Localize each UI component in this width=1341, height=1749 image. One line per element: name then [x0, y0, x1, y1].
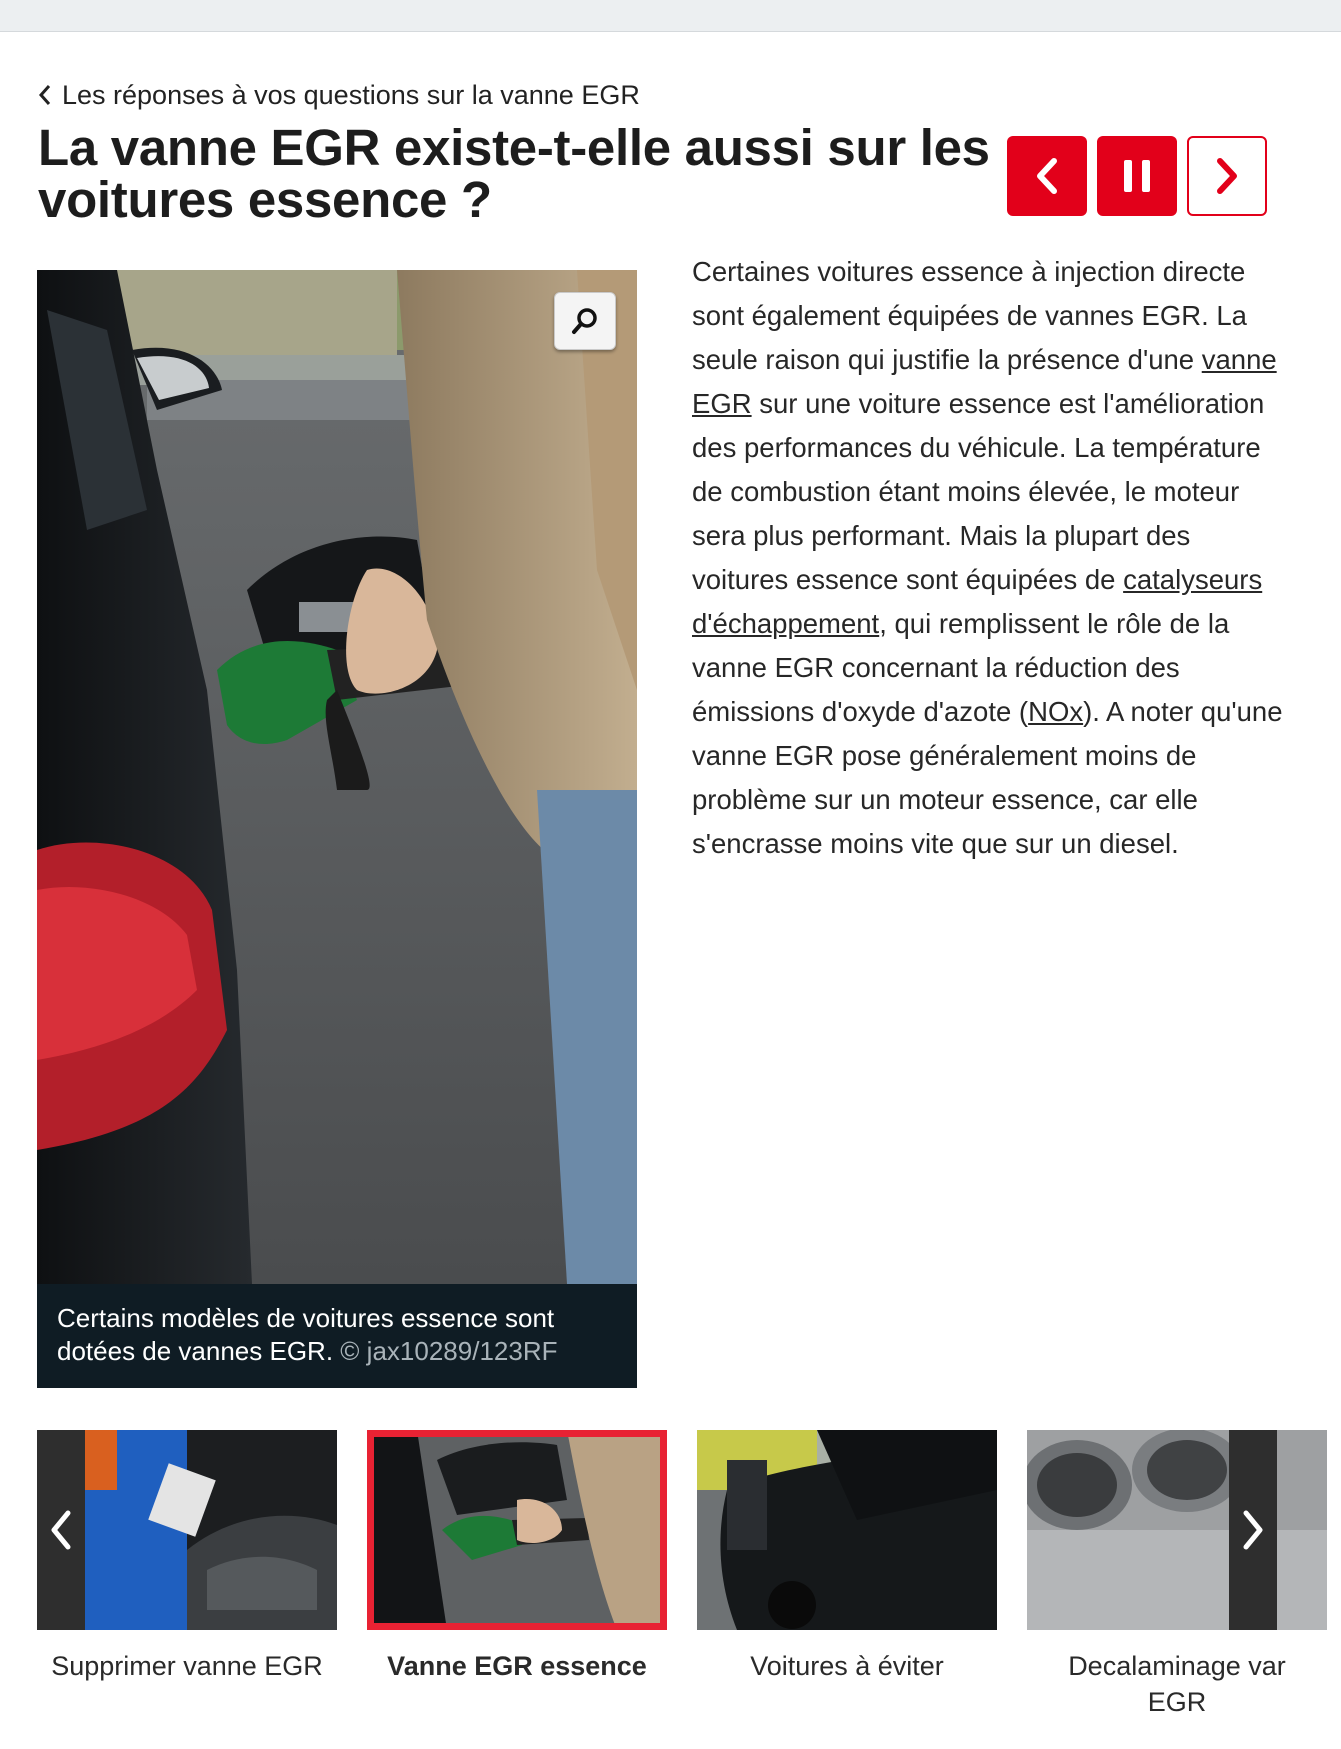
carousel-label-supprimer[interactable]: Supprimer vanne EGR	[51, 1651, 323, 1681]
carousel-label-eviter[interactable]: Voitures à éviter	[750, 1651, 944, 1681]
paragraph-text-2: sur une voiture essence est l'amélioration des performances du véhicule. La température de combustion étant moins élevée, le moteur sera plus performant. Mais la plupart des voitures essence sont équipées de	[692, 388, 1265, 595]
exhaust-thumbnail	[1027, 1430, 1327, 1630]
carousel-thumb-eviter[interactable]	[697, 1430, 997, 1630]
chevron-right-icon	[1241, 1508, 1265, 1552]
paragraph-text-3: , qui remplissent le rôle de la vanne EGR concernant la réduction des émissions d'oxyde d'azote (	[692, 608, 1230, 727]
fuel-pump-photo	[37, 270, 637, 1284]
link-vanne-egr[interactable]: vanne EGR	[692, 344, 1277, 419]
slideshow-prev-button[interactable]	[1007, 136, 1087, 216]
slideshow-pause-button[interactable]	[1097, 136, 1177, 216]
article-photo	[37, 270, 637, 1284]
paragraph-text-4: ). A noter qu'une vanne EGR pose généralement moins de problème sur un moteur essence, car elle s'encrasse moins vite que sur un diesel.	[692, 696, 1283, 859]
photo-caption	[37, 1284, 637, 1388]
fuel-pump-thumbnail	[367, 1430, 667, 1630]
broken-car-thumbnail	[697, 1430, 997, 1630]
carousel-next-button[interactable]	[1229, 1430, 1277, 1630]
browser-top-bar	[0, 0, 1341, 32]
zoom-button[interactable]	[554, 292, 616, 350]
magnifier-icon	[570, 306, 600, 336]
page-title: La vanne EGR existe-t-elle aussi sur les voitures essence ?	[38, 119, 990, 228]
link-catalyseurs[interactable]: catalyseurs d'échappement	[692, 564, 1263, 639]
chevron-right-icon	[1212, 156, 1242, 196]
chevron-left-icon	[49, 1508, 73, 1552]
slideshow-next-button[interactable]	[1187, 136, 1267, 216]
link-nox[interactable]: NOx	[1028, 696, 1084, 727]
paragraph-text-1: Certaines voitures essence à injection directe sont également équipées de vannes EGR. La seule raison qui justifie la présence d'une	[692, 256, 1247, 375]
photo-credit: © jax10289/123RF	[340, 1336, 558, 1366]
carousel-label-decalaminage[interactable]: Decalaminage var EGR	[1068, 1651, 1286, 1717]
related-carousel	[37, 1430, 1286, 1717]
chevron-left-icon	[1032, 156, 1062, 196]
breadcrumb-label: Les réponses à vos questions sur la vanne EGR	[62, 79, 640, 110]
pause-icon	[1120, 156, 1154, 196]
carousel-thumb-essence[interactable]	[367, 1430, 667, 1630]
carousel-thumb-decalaminage[interactable]	[1027, 1430, 1327, 1630]
caption-text: Certains modèles de voitures essence sont dotées de vannes EGR.	[57, 1303, 555, 1366]
breadcrumb-back-link[interactable]	[38, 78, 640, 112]
carousel-prev-button[interactable]	[37, 1430, 85, 1630]
article-paragraph	[692, 250, 1292, 866]
carousel-label-essence[interactable]: Vanne EGR essence	[387, 1651, 647, 1681]
chevron-left-icon	[38, 83, 52, 107]
